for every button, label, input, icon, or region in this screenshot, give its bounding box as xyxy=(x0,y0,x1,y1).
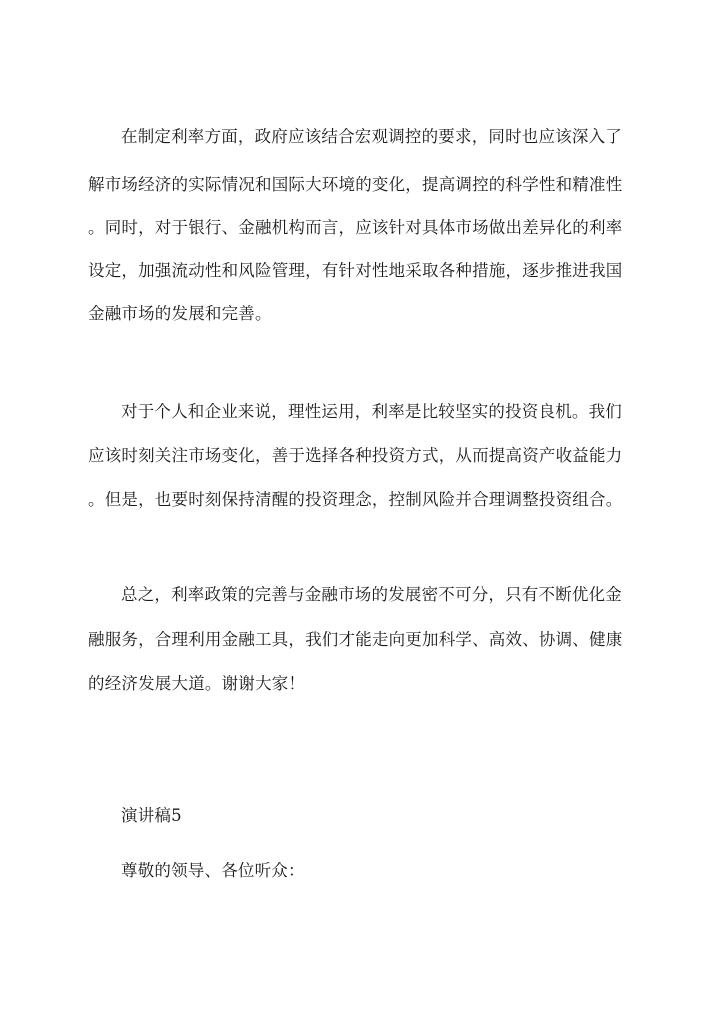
paragraph-line: 总之，利率政策的完善与金融市场的发展密不可分，只有不断优化金 xyxy=(121,585,622,604)
section-heading: 演讲稿5 xyxy=(121,806,182,825)
paragraph-line: 。同时，对于银行、金融机构而言，应该针对具体市场做出差异化的利率 xyxy=(88,218,623,237)
paragraph-line: 设定，加强流动性和风险管理，有针对性地采取各种措施，逐步推进我国 xyxy=(88,261,623,280)
paragraph-line: 金融市场的发展和完善。 xyxy=(88,304,272,323)
paragraph-line: 的经济发展大道。谢谢大家！ xyxy=(88,674,306,693)
paragraph-line: 应该时刻关注市场变化，善于选择各种投资方式，从而提高资产收益能力 xyxy=(88,446,623,465)
paragraph-line: 。但是，也要时刻保持清醒的投资理念，控制风险并合理调整投资组合。 xyxy=(88,490,623,509)
paragraph-line: 解市场经济的实际情况和国际大环境的变化，提高调控的科学性和精准性 xyxy=(88,175,623,194)
paragraph-line: 融服务，合理利用金融工具，我们才能走向更加科学、高效、协调、健康 xyxy=(88,630,623,649)
paragraph-line: 在制定利率方面，政府应该结合宏观调控的要求，同时也应该深入了 xyxy=(121,127,622,146)
paragraph-line: 对于个人和企业来说，理性运用，利率是比较坚实的投资良机。我们 xyxy=(121,402,622,421)
salutation: 尊敬的领导、各位听众： xyxy=(121,861,305,880)
